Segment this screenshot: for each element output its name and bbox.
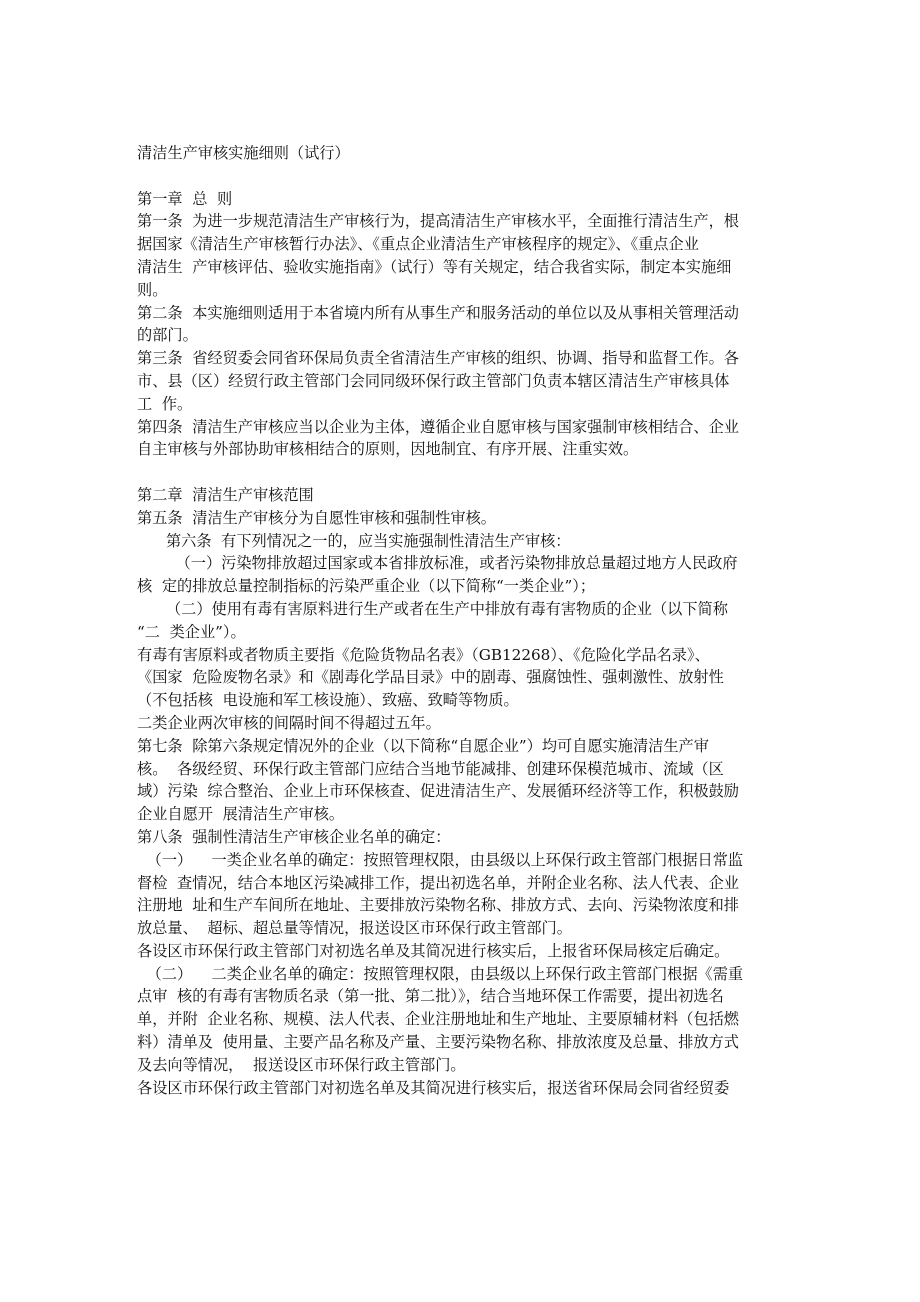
text-line: 点审 核的有毒有害物质名录（第一批、第二批）》，结合当地环保工作需要，提出初选名: [137, 987, 724, 1006]
text-line: 第四条 清洁生产审核应当以企业为主体，遵循企业自愿审核与国家强制审核相结合、企业: [137, 417, 739, 436]
blank-line: [137, 165, 787, 188]
text-line: “二 类企业”）。: [137, 622, 246, 641]
text-line: 各设区市环保行政主管部门对初选名单及其简况进行核实后，报送省环保局会同省经贸委: [137, 1078, 730, 1097]
text-line: 第五条 清洁生产审核分为自愿性审核和强制性审核。: [137, 508, 496, 527]
text-line: 第一条 为进一步规范清洁生产审核行为，提高清洁生产审核水平，全面推行清洁生产，根: [137, 212, 739, 231]
text-line: 自主审核与外部协助审核相结合的原则，因地制宜、有序开展、注重实效。: [137, 440, 639, 459]
text-line: 单，并附 企业名称、规模、法人代表、企业注册地址和生产地址、主要原辅材料（包括燃: [137, 1010, 739, 1029]
blank-line: [137, 461, 787, 484]
text-line: 第八条 强制性清洁生产审核企业名单的确定：: [137, 827, 451, 846]
text-line: 第二章 清洁生产审核范围: [137, 485, 314, 504]
text-line: 则。: [137, 280, 168, 299]
text-line: （不包括核 电设施和军工核设施）、致癌、致畸等物质。: [137, 691, 519, 710]
text-line: 《国家 危险废物名录》和《剧毒化学品目录》中的剧毒、强腐蚀性、强刺激性、放射性: [137, 668, 724, 687]
text-line: 第六条 有下列情况之一的，应当实施强制性清洁生产审核：: [137, 531, 571, 550]
text-line: 市、县（区）经贸行政主管部门会同同级环保行政主管部门负责本辖区清洁生产审核具体: [137, 371, 730, 390]
text-line: 第七条 除第六条规定情况外的企业（以下简称“自愿企业”）均可自愿实施清洁生产审: [137, 736, 709, 755]
text-line: 企业自愿开 展清洁生产审核。: [137, 805, 345, 824]
text-line: （一） 一类企业名单的确定：按照管理权限，由县级以上环保行政主管部门根据日常监: [137, 850, 744, 869]
text-line: 及去向等情况， 报送设区市环保行政主管部门。: [137, 1055, 466, 1074]
text-line: （二）使用有毒有害原料进行生产或者在生产中排放有毒有害物质的企业（以下简称: [137, 599, 728, 618]
text-line: 的部门。: [137, 326, 198, 345]
text-line: （二） 二类企业名单的确定：按照管理权限，由县级以上环保行政主管部门根据《需重: [137, 964, 744, 983]
text-line: 督检 查情况，结合本地区污染减排工作，提出初选名单，并附企业名称、法人代表、企业: [137, 873, 739, 892]
text-line: 核 定的排放总量控制指标的污染严重企业（以下简称“一类企业”）；: [137, 577, 596, 596]
text-line: 域）污染 综合整治、企业上市环保核查、促进清洁生产、发展循环经济等工作，积极鼓励: [137, 782, 739, 801]
document-page: [137, 142, 787, 1099]
text-line: 工 作。: [137, 394, 193, 413]
text-line: 料）清单及 使用量、主要产品名称及产量、主要污染物名称、排放浓度及总量、排放方式: [137, 1033, 739, 1052]
text-line: 二类企业两次审核的间隔时间不得超过五年。: [137, 713, 441, 732]
text-line: 核。 各级经贸、环保行政主管部门应结合当地节能减排、创建环保模范城市、流域（区: [137, 759, 724, 778]
text-line: 清洁生 产审核评估、验收实施指南》（试行）等有关规定，结合我省实际，制定本实施细: [137, 257, 732, 276]
text-line: （一）污染物排放超过国家或本省排放标准，或者污染物排放总量超过地方人民政府: [137, 554, 738, 573]
text-line: 第三条 省经贸委会同省环保局负责全省清洁生产审核的组织、协调、指导和监督工作。各: [137, 349, 739, 368]
text-line: 各设区市环保行政主管部门对初选名单及其简况进行核实后，上报省环保局核定后确定。: [137, 941, 730, 960]
text-line: 第二条 本实施细则适用于本省境内所有从事生产和服务活动的单位以及从事相关管理活动: [137, 303, 739, 322]
text-line: 据国家《清洁生产审核暂行办法》、《重点企业清洁生产审核程序的规定》、《重点企业: [137, 235, 699, 254]
text-line: 放总量、 超标、超总量等情况，报送设区市环保行政主管部门。: [137, 919, 572, 938]
text-line: 有毒有害原料或者物质主要指《危险货物品名表》（GB12268）、《危险化学品名录》、: [137, 645, 710, 664]
text-line: 第一章 总 则: [137, 189, 233, 208]
document-title: 清洁生产审核实施细则（试行）: [137, 144, 350, 162]
document-body: [137, 188, 787, 1100]
text-line: 注册地 址和生产车间所在地址、主要排放污染物名称、排放方式、去向、污染物浓度和排: [137, 896, 739, 915]
